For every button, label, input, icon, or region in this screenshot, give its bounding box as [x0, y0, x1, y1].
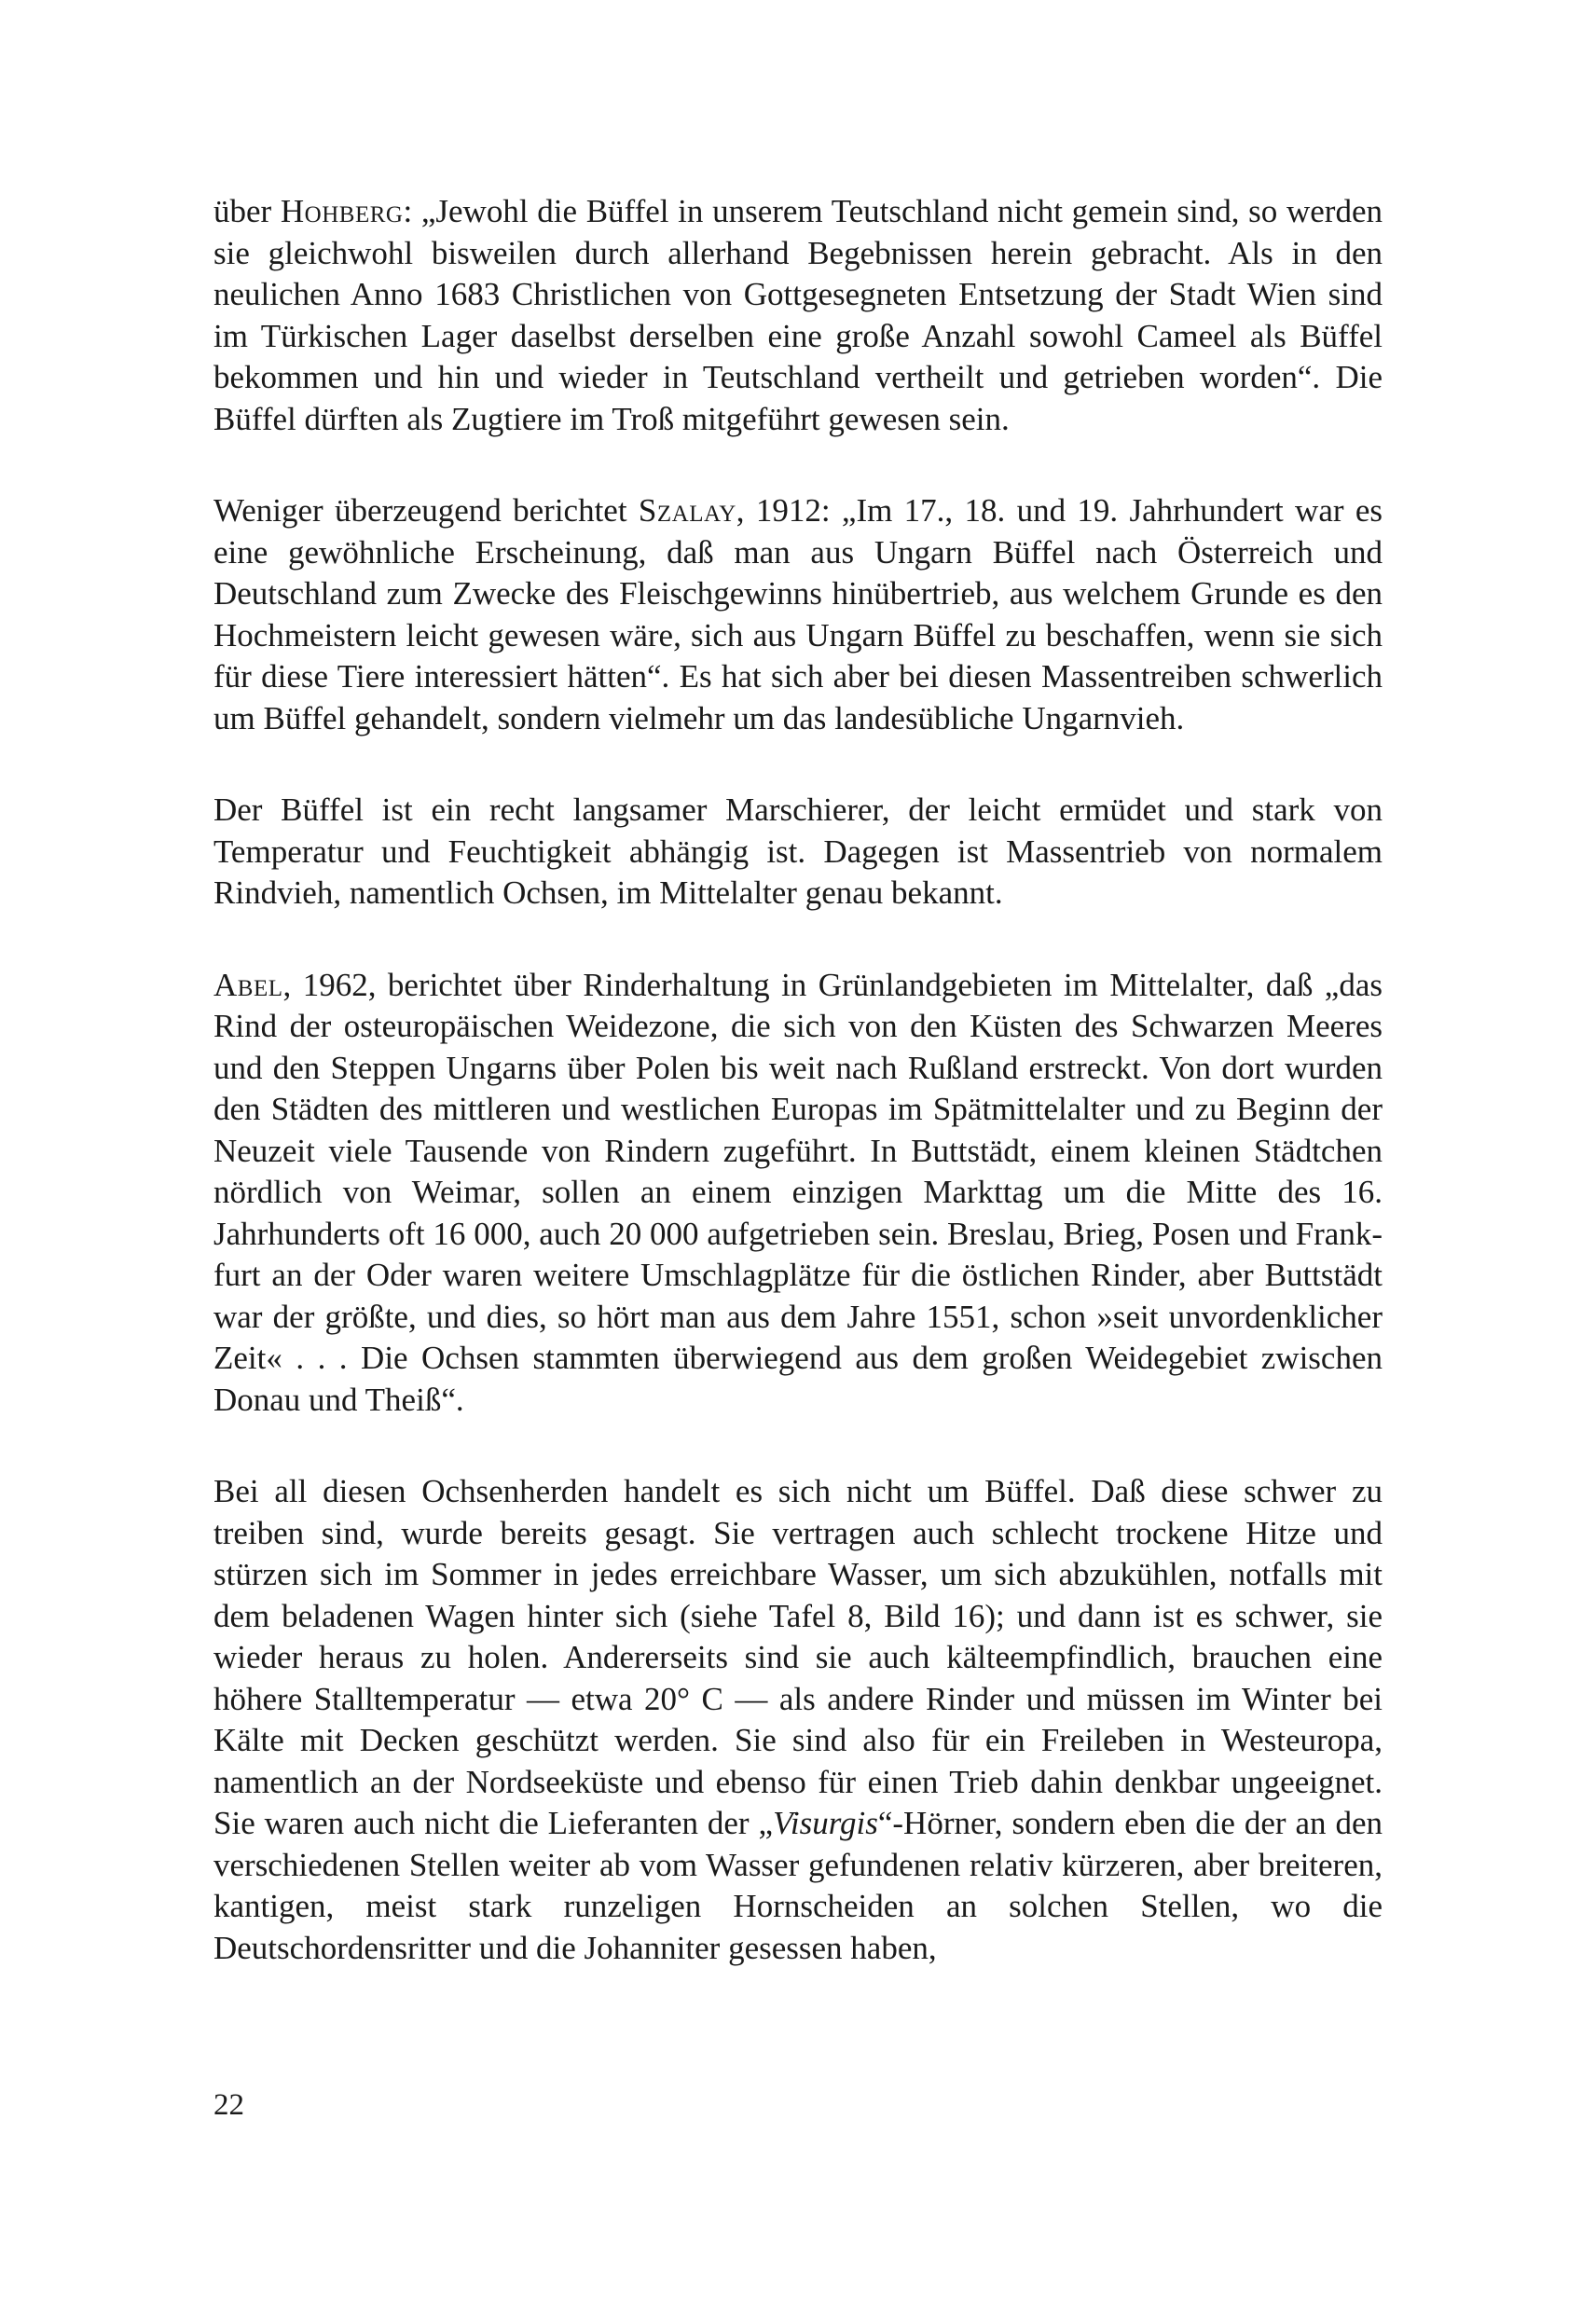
author-name-szalay: Szalay — [638, 492, 736, 529]
text-segment: , 1962, berichtet über Rinderhaltung in Grünlandgebieten im Mittelalter, daß „das Rind der osteuropäischen Weidezone, die sich von den Küsten des Schwarzen Meeres und den Steppen Ungarns über Polen bis weit nach Rußland erstreckt. Von dort wurden den Städten des mittleren und westlichen Europas im Spätmittelalter und zu Beginn der Neuzeit viele Tausende von Rindern zugeführt. In Buttstädt, einem kleinen Städtchen nördlich von Weimar, sollen an einem einzigen Markttag um die Mitte des 16. Jahrhunderts oft 16 000, auch 20 000 aufgetrieben sein. Breslau, Brieg, Posen und Frankfurt an der Oder waren weitere Umschlagplätze für die östlichen Rinder, aber Buttstädt war der größte, und dies, so hört man aus dem Jahre 1551, schon »seit unvordenklicher Zeit« . . . Die Ochsen stammten überwiegend aus dem großen Weidegebiet zwischen Donau und Theiß“. — [213, 966, 1383, 1418]
paragraph-3 — [213, 790, 1383, 915]
text-segment: : „Jewohl die Büffel in unserem Teutschland nicht gemein sind, so werden sie gleichwohl bisweilen durch allerhand Begebnissen herein gebracht. Als in den neulichen Anno 1683 Christlichen von Gottgesegneten Entsetzung der Stadt Wien sind im Türkischen Lager daselbst derselben eine große Anzahl sowohl Cameel als Büffel bekommen und hin und wieder in Teutschland vertheilt und getrieben worden“. Die Büffel dürften als Zugtiere im Troß mitgeführt gewesen sein. — [213, 193, 1383, 437]
text-segment: Bei all diesen Ochsenherden handelt es sich nicht um Büffel. Daß diese schwer zu treiben sind, wurde bereits gesagt. Sie vertragen auch schlecht trockene Hitze und stürzen sich im Sommer in jedes erreichbare Wasser, um sich abzukühlen, notfalls mit dem beladenen Wagen hinter sich (siehe Tafel 8, Bild 16); und dann ist es schwer, sie wieder heraus zu holen. Andererseits sind sie auch kälteempfindlich, brauchen eine höhere Stalltemperatur — etwa 20° C — als andere Rinder und müssen im Winter bei Kälte mit Decken geschützt werden. Sie sind also für ein Freileben in Westeuropa, namentlich an der Nordseeküste und ebenso für einen Trieb dahin denkbar ungeeignet. Sie waren auch nicht die Lieferanten der „ — [213, 1473, 1383, 1841]
page-number: 22 — [213, 2088, 244, 2122]
text-segment: über — [213, 193, 281, 229]
author-name-abel: Abel — [213, 966, 283, 1003]
paragraph-1 — [213, 191, 1383, 440]
paragraph-5 — [213, 1471, 1383, 1969]
text-segment: “-Hörner, sondern eben die der an den verschiedenen Stellen weiter ab vom Wasser gefundenen relativ kürzeren, aber breiteren, kantigen, meist stark runzeligen Hornscheiden an solchen Stellen, wo die Deutschordensritter und die Johanniter gesessen haben, — [213, 1805, 1383, 1966]
page-body — [213, 191, 1383, 2019]
text-segment: , 1912: „Im 17., 18. und 19. Jahrhundert war es eine gewöhnliche Erscheinung, daß man aus Ungarn Büffel nach Österreich und Deutschland zum Zwecke des Fleischgewinns hinübertrieb, aus welchem Grunde es den Hochmeistern leicht gewesen wäre, sich aus Ungarn Büffel zu beschaffen, wenn sie sich für diese Tiere interessiert hätten“. Es hat sich aber bei diesen Massentreiben schwerlich um Büffel gehandelt, sondern vielmehr um das landesübliche Ungarnvieh. — [213, 492, 1383, 736]
paragraph-2 — [213, 490, 1383, 739]
paragraph-4 — [213, 965, 1383, 1422]
italic-term-visurgis: Visurgis — [773, 1805, 878, 1841]
text-segment: Weniger überzeugend berichtet — [213, 492, 639, 529]
author-name-hohberg: Hohberg — [280, 193, 404, 229]
text-segment: Der Büffel ist ein recht langsamer Marschierer, der leicht ermüdet und stark von Temperatur und Feuchtigkeit abhängig ist. Dagegen ist Massentrieb von normalem Rindvieh, namentlich Ochsen, im Mittelalter genau bekannt. — [213, 791, 1383, 911]
